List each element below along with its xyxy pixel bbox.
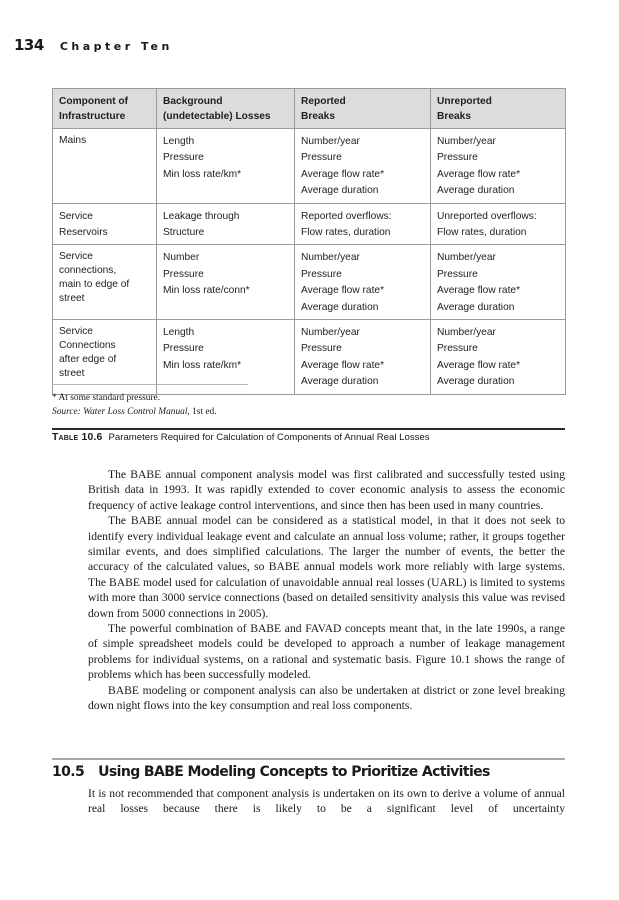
header-background: Background (undetectable) Losses — [157, 89, 295, 129]
cell-unreported: Number/year Pressure Average flow rate* Average duration — [431, 320, 566, 395]
cell-component: Service Connections after edge of street — [53, 320, 157, 395]
table-caption — [52, 432, 430, 443]
table-row — [53, 203, 566, 245]
table-row — [53, 245, 566, 320]
page-number: 134 — [14, 36, 44, 54]
footnote-divider — [52, 384, 248, 385]
paragraph: The powerful combination of BABE and FAVAD concepts meant that, in the late 1990s, a range of simple spreadsheet models could be developed to approach a number of leakage management problems for individual systems, on a rational and systematic basis. Figure 10.1 shows the range of problems which has been successfully modeled. — [88, 622, 565, 682]
table-header-row — [53, 89, 566, 129]
cell-background: Length Pressure Min loss rate/km* — [157, 129, 295, 204]
section-divider — [52, 758, 565, 760]
chapter-title: Chapter Ten — [59, 40, 173, 53]
asterisk-note: * At some standard pressure. — [52, 393, 161, 403]
section-number: 10.5 — [52, 764, 85, 780]
cell-reported: Number/year Pressure Average flow rate* Average duration — [295, 129, 431, 204]
header-reported: Reported Breaks — [295, 89, 431, 129]
cell-reported: Number/year Pressure Average flow rate* Average duration — [295, 245, 431, 320]
cell-unreported: Unreported overflows: Flow rates, duration — [431, 203, 566, 245]
cell-background: Number Pressure Min loss rate/conn* — [157, 245, 295, 320]
cell-unreported: Number/year Pressure Average flow rate* Average duration — [431, 129, 566, 204]
body-text — [88, 467, 565, 714]
cell-component: Service Reservoirs — [53, 203, 157, 245]
section-title: Using BABE Modeling Concepts to Prioritize Activities — [98, 764, 490, 780]
paragraph: It is not recommended that component analysis is undertaken on its own to derive a volume of annual real losses because there is likely to be a significant level of uncertainty — [88, 787, 565, 816]
header-component: Component of Infrastructure — [53, 89, 157, 129]
cell-background: Length Pressure Min loss rate/km* — [157, 320, 295, 395]
cell-reported: Number/year Pressure Average flow rate* Average duration — [295, 320, 431, 395]
cell-reported: Reported overflows: Flow rates, duration — [295, 203, 431, 245]
cell-background: Leakage through Structure — [157, 203, 295, 245]
cell-component: Service connections, main to edge of street — [53, 245, 157, 320]
table-footnote — [52, 391, 217, 419]
table-row — [53, 320, 566, 395]
caption-divider — [52, 428, 565, 430]
source-note: Source: Water Loss Control Manual, 1st ed. — [52, 407, 217, 417]
running-header — [14, 36, 604, 54]
paragraph: BABE modeling or component analysis can also be undertaken at district or zone level breaking down night flows into the key consumption and real loss components. — [88, 683, 565, 713]
section-body — [88, 786, 565, 817]
paragraph: The BABE annual component analysis model was first calibrated and successfully tested using British data in 1993. It was rapidly extended to cover economic analysis to assess the economic frequency of active leakage control interventions, and since then has been used in many countries. — [88, 468, 565, 512]
caption-label: Table 10.6 — [52, 432, 103, 443]
cell-component: Mains — [53, 129, 157, 204]
table-row — [53, 129, 566, 204]
caption-text: Parameters Required for Calculation of Components of Annual Real Losses — [108, 432, 430, 443]
parameters-table — [52, 88, 566, 395]
section-heading — [52, 764, 490, 780]
cell-unreported: Number/year Pressure Average flow rate* Average duration — [431, 245, 566, 320]
paragraph: The BABE annual model can be considered as a statistical model, in that it does not seek to identify every individual leakage event and calculate an annual loss volume; rather, it groups together similar events, and does simplified calculations. The larger the number of events, the better the accuracy of the calculated values, so BABE annual models work more reliably with large systems. The BABE model used for calculation of unavoidable annual real losses (UARL) is limited to systems with more than 3000 service connections (based on detailed sensitivity analysis this value was revised down from 5000 connections in 2005). — [88, 514, 565, 620]
header-unreported: Unreported Breaks — [431, 89, 566, 129]
